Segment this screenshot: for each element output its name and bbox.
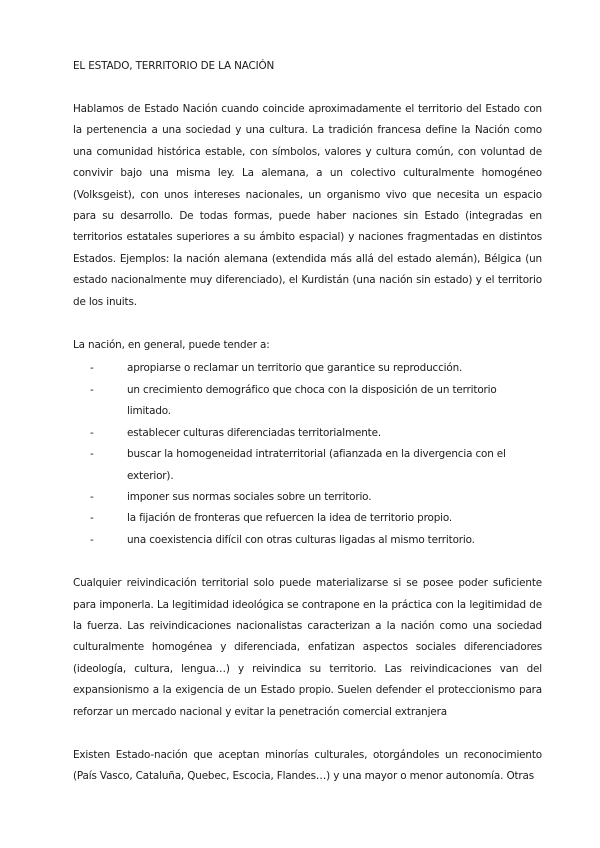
list-item bbox=[90, 358, 542, 379]
list-item-text: apropiarse o reclamar un territorio que garantice su reproducción. bbox=[127, 362, 463, 375]
paragraph-reivindicaciones: Cualquier reivindicación territorial solo puede materializarse si se posee poder suficiente para imponerla. La legitimidad ideológica se contrapone en la práctica con la legitimidad de la fuerza. Las reivindicaciones nacionalistas caracterizan a la nación como una sociedad culturalmente homogénea y diferenciada, enfatizan aspectos sociales diferenciadores (ideología, cultura, lengua…) y reivindica su territorio. Las reivindicaciones van del expansionismo a la exigencia de un Estado propio. Suelen defender el proteccionismo para reforzar un mercado nacional y evitar la penetración comercial extranjera bbox=[73, 577, 542, 718]
list-item-text: buscar la homogeneidad intraterritorial (afianzada en la divergencia con el exterior). bbox=[127, 448, 506, 482]
list-item bbox=[90, 508, 542, 529]
list-dash: - bbox=[90, 426, 94, 439]
list-dash: - bbox=[90, 383, 94, 396]
list-item-text: imponer sus normas sociales sobre un territorio. bbox=[127, 490, 372, 503]
list-item-text: una coexistencia difícil con otras culturas ligadas al mismo territorio. bbox=[127, 533, 475, 546]
list-dash: - bbox=[90, 533, 94, 546]
paragraph-estado-nacion: Hablamos de Estado Nación cuando coincide aproximadamente el territorio del Estado con la pertenencia a una sociedad y una cultura. La tradición francesa define la Nación como una comunidad histórica estable, con símbolos, valores y cultura común, con voluntad de convivir bajo una misma ley. La alemana, a un colectivo culturalmente homogéneo (Volksgeist), con unos intereses nacionales, un organismo vivo que necesita un espacio para su desarrollo. De todas formas, puede haber naciones sin Estado (integradas en territorios estatales superiores a su ámbito espacial) y naciones fragmentadas en distintos Estados. Ejemplos: la nación alemana (extendida más allá del estado alemán), Bélgica (un estado nacionalmente muy diferenciado), el Kurdistán (una nación sin estado) y el territorio de los inuits. bbox=[73, 103, 542, 308]
paragraph-minorias: Existen Estado-nación que aceptan minorías culturales, otorgándoles un reconocimiento (País Vasco, Cataluña, Quebec, Escocia, Flandes…) y una mayor o menor autonomía. Otras bbox=[73, 748, 542, 783]
list-dash: - bbox=[90, 448, 94, 461]
document-page bbox=[73, 58, 542, 810]
list-item bbox=[90, 423, 542, 444]
document-title: EL ESTADO, TERRITORIO DE LA NACIÓN bbox=[73, 60, 275, 72]
list-item bbox=[90, 530, 542, 551]
list-item-text: establecer culturas diferenciadas territorialmente. bbox=[127, 426, 381, 439]
list-item bbox=[90, 380, 542, 423]
list-item-text: un crecimiento demográfico que choca con la disposición de un territorio limitado. bbox=[127, 383, 497, 418]
list-item-text: la fijación de fronteras que refuercen la idea de territorio propio. bbox=[127, 512, 453, 525]
list-dash: - bbox=[90, 512, 94, 525]
list-intro: La nación, en general, puede tender a: bbox=[73, 339, 270, 352]
list-item bbox=[90, 487, 542, 508]
list-item bbox=[90, 444, 542, 487]
tendencies-list bbox=[73, 358, 542, 551]
list-dash: - bbox=[90, 490, 94, 503]
list-dash: - bbox=[90, 362, 94, 375]
